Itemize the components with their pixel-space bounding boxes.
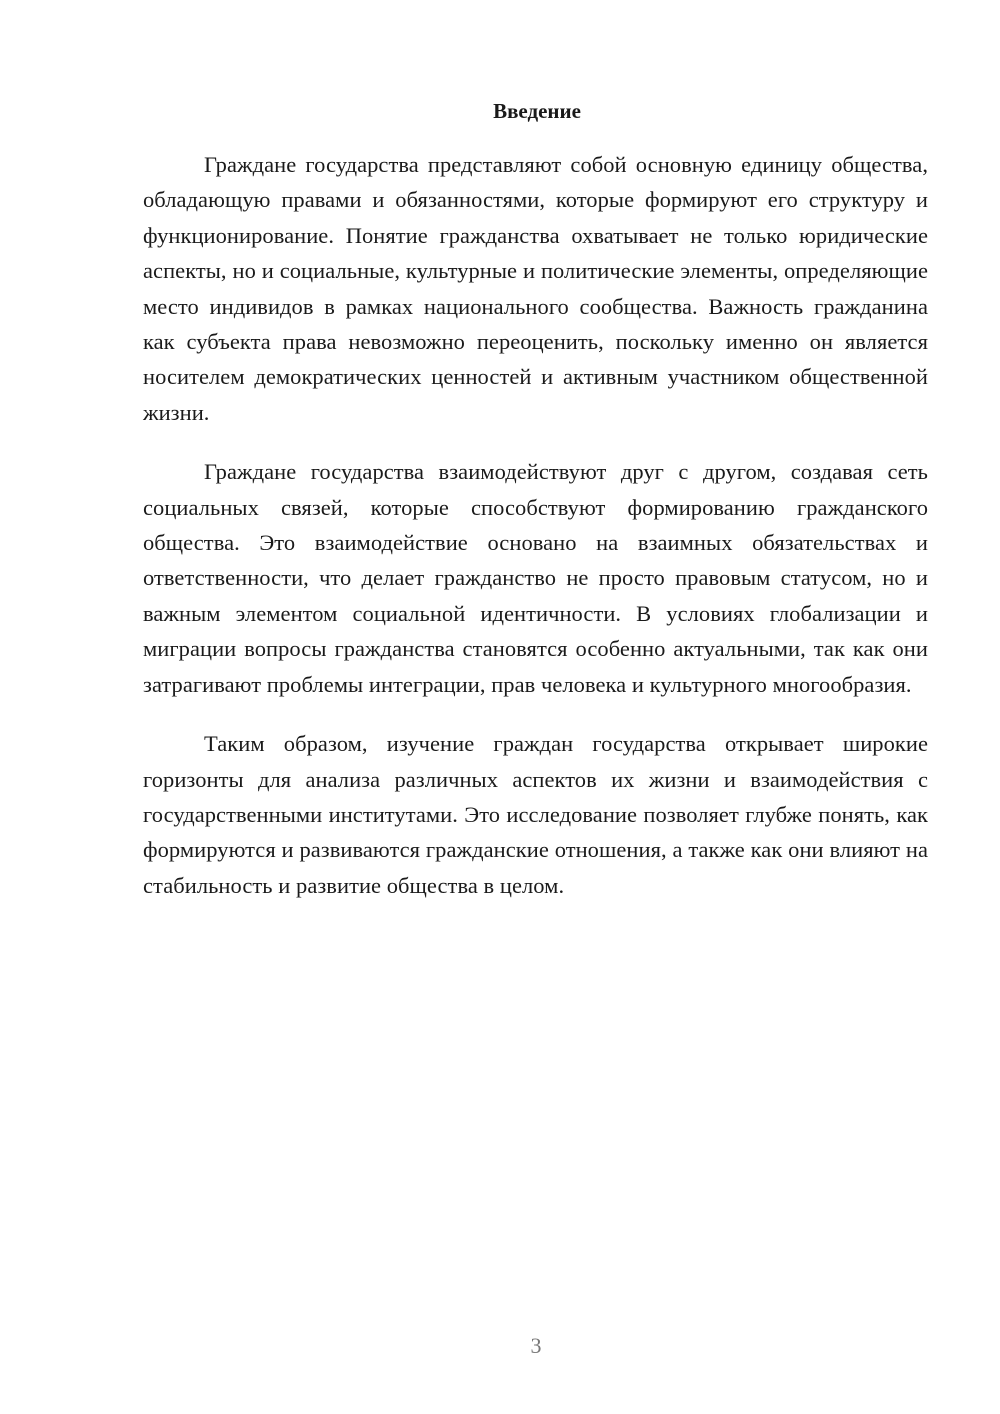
paragraph-3: Таким образом, изучение граждан государства открывает широкие горизонты для анализа различных аспектов их жизни и взаимодействия с государственными институтами. Это исследование позволяет глубже понять, как формируются и развиваются гражданские отношения, а также как они влияют на стабильность и развитие общества в целом. (143, 731, 928, 898)
paragraph-1: Граждане государства представляют собой основную единицу общества, обладающую правами и обязанностями, которые формируют его структуру и функционирование. Понятие гражданства охватывает не только юридические аспекты, но и социальные, культурные и политические элементы, определяющие место индивидов в рамках национального сообщества. Важность гражданина как субъекта права невозможно переоценить, поскольку именно он является носителем демократических ценностей и активным участником общественной жизни. (143, 152, 928, 425)
page-number: 3 (530, 1333, 542, 1358)
page-content (143, 93, 928, 927)
paragraph-2: Граждане государства взаимодействуют друг с другом, создавая сеть социальных связей, которые способствуют формированию гражданского общества. Это взаимодействие основано на взаимных обязательствах и ответственности, что делает гражданство не просто правовым статусом, но и важным элементом социальной идентичности. В условиях глобализации и миграции вопросы гражданства становятся особенно актуальными, так как они затрагивают проблемы интеграции, прав человека и культурного многообразия. (143, 459, 928, 697)
section-heading: Введение (493, 99, 581, 123)
